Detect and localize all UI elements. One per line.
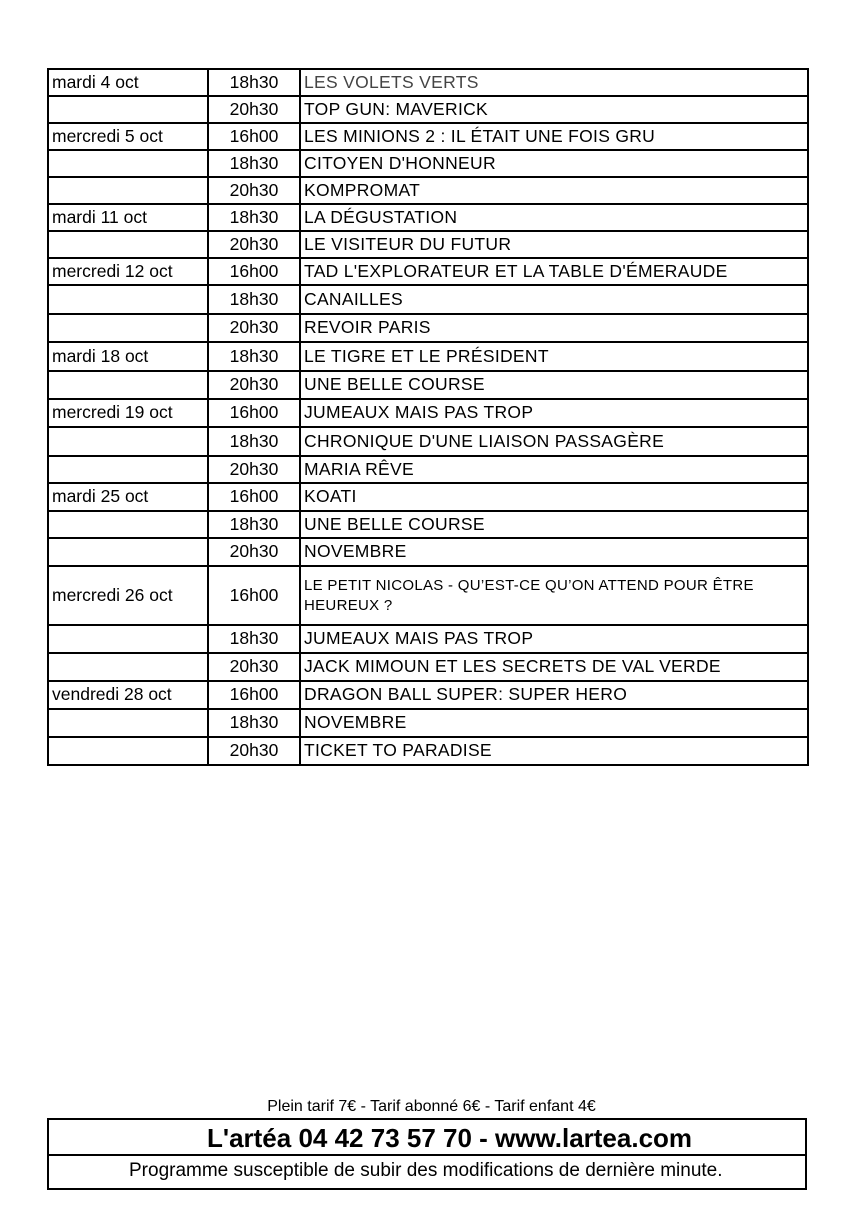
film-title-cell: JUMEAUX MAIS PAS TROP xyxy=(300,399,808,427)
time-cell: 20h30 xyxy=(208,231,300,258)
schedule-row xyxy=(48,399,808,427)
film-title-cell: KOMPROMAT xyxy=(300,177,808,204)
film-title-cell: KOATI xyxy=(300,483,808,511)
schedule-row xyxy=(48,371,808,399)
schedule-row xyxy=(48,681,808,709)
time-cell: 20h30 xyxy=(208,538,300,566)
film-title-cell: REVOIR PARIS xyxy=(300,314,808,342)
schedule-row xyxy=(48,538,808,566)
day-cell: mardi 11 oct xyxy=(48,204,208,231)
day-cell xyxy=(48,737,208,765)
time-cell: 20h30 xyxy=(208,737,300,765)
schedule-row xyxy=(48,204,808,231)
time-cell: 18h30 xyxy=(208,285,300,314)
schedule-row xyxy=(48,69,808,96)
schedule-row xyxy=(48,342,808,371)
schedule-row xyxy=(48,625,808,653)
film-title-cell: JUMEAUX MAIS PAS TROP xyxy=(300,625,808,653)
film-title-cell: TICKET TO PARADISE xyxy=(300,737,808,765)
film-title-cell: NOVEMBRE xyxy=(300,709,808,737)
day-cell: mardi 25 oct xyxy=(48,483,208,511)
film-title-cell: LE TIGRE ET LE PRÉSIDENT xyxy=(300,342,808,371)
day-cell xyxy=(48,150,208,177)
day-cell xyxy=(48,511,208,538)
schedule-row xyxy=(48,314,808,342)
film-title-cell: TAD L'EXPLORATEUR ET LA TABLE D'ÉMERAUDE xyxy=(300,258,808,285)
day-cell xyxy=(48,456,208,483)
day-cell xyxy=(48,709,208,737)
time-cell: 18h30 xyxy=(208,625,300,653)
time-cell: 18h30 xyxy=(208,427,300,456)
time-cell: 16h00 xyxy=(208,566,300,625)
film-title-cell: LES MINIONS 2 : IL ÉTAIT UNE FOIS GRU xyxy=(300,123,808,150)
schedule-row xyxy=(48,231,808,258)
film-title-cell: NOVEMBRE xyxy=(300,538,808,566)
film-title-cell: CANAILLES xyxy=(300,285,808,314)
day-cell xyxy=(48,538,208,566)
time-cell: 18h30 xyxy=(208,150,300,177)
day-cell xyxy=(48,177,208,204)
day-cell xyxy=(48,427,208,456)
time-cell: 20h30 xyxy=(208,371,300,399)
day-cell: mardi 18 oct xyxy=(48,342,208,371)
film-title-cell: LE PETIT NICOLAS - QU’EST-CE QU’ON ATTEND POUR ÊTRE HEUREUX ? xyxy=(300,566,808,625)
day-cell xyxy=(48,314,208,342)
schedule-row xyxy=(48,511,808,538)
film-title-cell: MARIA RÊVE xyxy=(300,456,808,483)
time-cell: 18h30 xyxy=(208,511,300,538)
day-cell: vendredi 28 oct xyxy=(48,681,208,709)
day-cell: mercredi 5 oct xyxy=(48,123,208,150)
contact-line: L'artéa 04 42 73 57 70 - www.lartea.com xyxy=(49,1120,805,1156)
schedule-table xyxy=(47,68,809,766)
time-cell: 20h30 xyxy=(208,177,300,204)
time-cell: 20h30 xyxy=(208,314,300,342)
film-title-cell: JACK MIMOUN ET LES SECRETS DE VAL VERDE xyxy=(300,653,808,681)
notice-line: Programme susceptible de subir des modifications de dernière minute. xyxy=(129,1160,723,1181)
film-title-cell: DRAGON BALL SUPER: SUPER HERO xyxy=(300,681,808,709)
time-cell: 18h30 xyxy=(208,342,300,371)
schedule-row xyxy=(48,177,808,204)
day-cell xyxy=(48,371,208,399)
day-cell xyxy=(48,96,208,123)
film-title-cell: CHRONIQUE D'UNE LIAISON PASSAGÈRE xyxy=(300,427,808,456)
schedule-row xyxy=(48,150,808,177)
contact-box xyxy=(47,1118,807,1190)
time-cell: 18h30 xyxy=(208,69,300,96)
time-cell: 16h00 xyxy=(208,483,300,511)
day-cell xyxy=(48,231,208,258)
schedule-row xyxy=(48,737,808,765)
time-cell: 16h00 xyxy=(208,123,300,150)
schedule-row xyxy=(48,123,808,150)
film-title-cell: UNE BELLE COURSE xyxy=(300,371,808,399)
time-cell: 16h00 xyxy=(208,681,300,709)
day-cell: mercredi 19 oct xyxy=(48,399,208,427)
film-title-cell: LES VOLETS VERTS xyxy=(300,69,808,96)
time-cell: 18h30 xyxy=(208,204,300,231)
time-cell: 18h30 xyxy=(208,709,300,737)
time-cell: 16h00 xyxy=(208,258,300,285)
schedule-row xyxy=(48,709,808,737)
schedule-row xyxy=(48,258,808,285)
day-cell: mercredi 26 oct xyxy=(48,566,208,625)
schedule-row xyxy=(48,653,808,681)
day-cell xyxy=(48,285,208,314)
film-title-cell: TOP GUN: MAVERICK xyxy=(300,96,808,123)
film-title-cell: LA DÉGUSTATION xyxy=(300,204,808,231)
schedule-row xyxy=(48,427,808,456)
day-cell: mardi 4 oct xyxy=(48,69,208,96)
schedule-row xyxy=(48,96,808,123)
film-title-cell: LE VISITEUR DU FUTUR xyxy=(300,231,808,258)
tarif-line: Plein tarif 7€ - Tarif abonné 6€ - Tarif enfant 4€ xyxy=(267,1098,596,1115)
time-cell: 16h00 xyxy=(208,399,300,427)
time-cell: 20h30 xyxy=(208,96,300,123)
day-cell xyxy=(48,653,208,681)
film-title-cell: CITOYEN D'HONNEUR xyxy=(300,150,808,177)
film-title-cell: UNE BELLE COURSE xyxy=(300,511,808,538)
schedule-row xyxy=(48,285,808,314)
schedule-row xyxy=(48,566,808,625)
schedule-row xyxy=(48,456,808,483)
time-cell: 20h30 xyxy=(208,653,300,681)
day-cell: mercredi 12 oct xyxy=(48,258,208,285)
day-cell xyxy=(48,625,208,653)
time-cell: 20h30 xyxy=(208,456,300,483)
schedule-row xyxy=(48,483,808,511)
